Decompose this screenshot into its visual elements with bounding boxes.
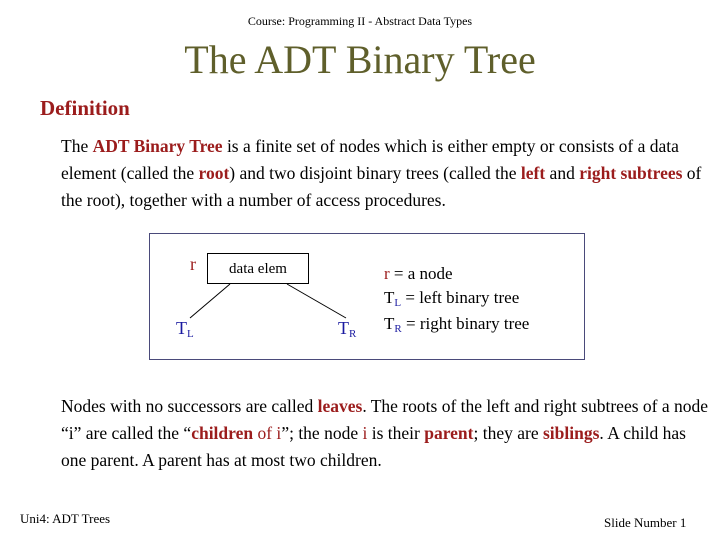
leaves-paragraph bbox=[61, 393, 711, 474]
text-run: leaves bbox=[317, 396, 363, 416]
text-run: of i bbox=[253, 423, 282, 443]
text-run: is a finite set of nodes which is either empty or consists of a data element (called the bbox=[61, 136, 679, 183]
course-header: Course: Programming II - Abstract Data Types bbox=[247, 14, 473, 28]
root-node: data elem bbox=[207, 253, 309, 284]
text-run: ; they are bbox=[473, 423, 543, 443]
legend-left: TL = left binary tree bbox=[384, 288, 520, 309]
text-run: ”; the node bbox=[281, 423, 363, 443]
text-run: i bbox=[362, 423, 368, 443]
section-heading: Definition bbox=[40, 96, 130, 120]
text-run: ADT Binary Tree bbox=[92, 136, 223, 156]
text-run: ) and two disjoint binary trees (called the bbox=[229, 163, 521, 183]
footer-course: Uni4: ADT Trees bbox=[20, 511, 111, 526]
text-run: siblings bbox=[542, 423, 600, 443]
text-run: children bbox=[191, 423, 254, 443]
text-run: of the root), together with a number of access procedures. bbox=[61, 163, 702, 210]
diagram-legend bbox=[384, 262, 529, 338]
text-run: . A child has one parent. A parent has at most two children. bbox=[61, 423, 686, 470]
legend-node: r = a node bbox=[384, 264, 453, 283]
slide-number: Slide Number 1 bbox=[604, 515, 687, 530]
right-edge bbox=[287, 284, 346, 318]
text-run: Nodes with no successors are called bbox=[61, 396, 318, 416]
text-run: root bbox=[198, 163, 230, 183]
text-run: The bbox=[61, 136, 93, 156]
text-run: right subtrees bbox=[579, 163, 683, 183]
slide-title: The ADT Binary Tree bbox=[184, 37, 536, 82]
text-run: and bbox=[545, 163, 580, 183]
right-subtree-label: TR bbox=[338, 318, 357, 340]
text-run: parent bbox=[424, 423, 474, 443]
left-edge bbox=[190, 284, 230, 318]
left-subtree-label: TL bbox=[176, 318, 194, 340]
text-run: left bbox=[520, 163, 546, 183]
root-label: r bbox=[190, 254, 196, 274]
text-run: . The roots of the left and right subtrees of a node “i” are called the “ bbox=[61, 396, 709, 443]
legend-right: TR = right binary tree bbox=[384, 314, 530, 335]
text-run: is their bbox=[367, 423, 425, 443]
